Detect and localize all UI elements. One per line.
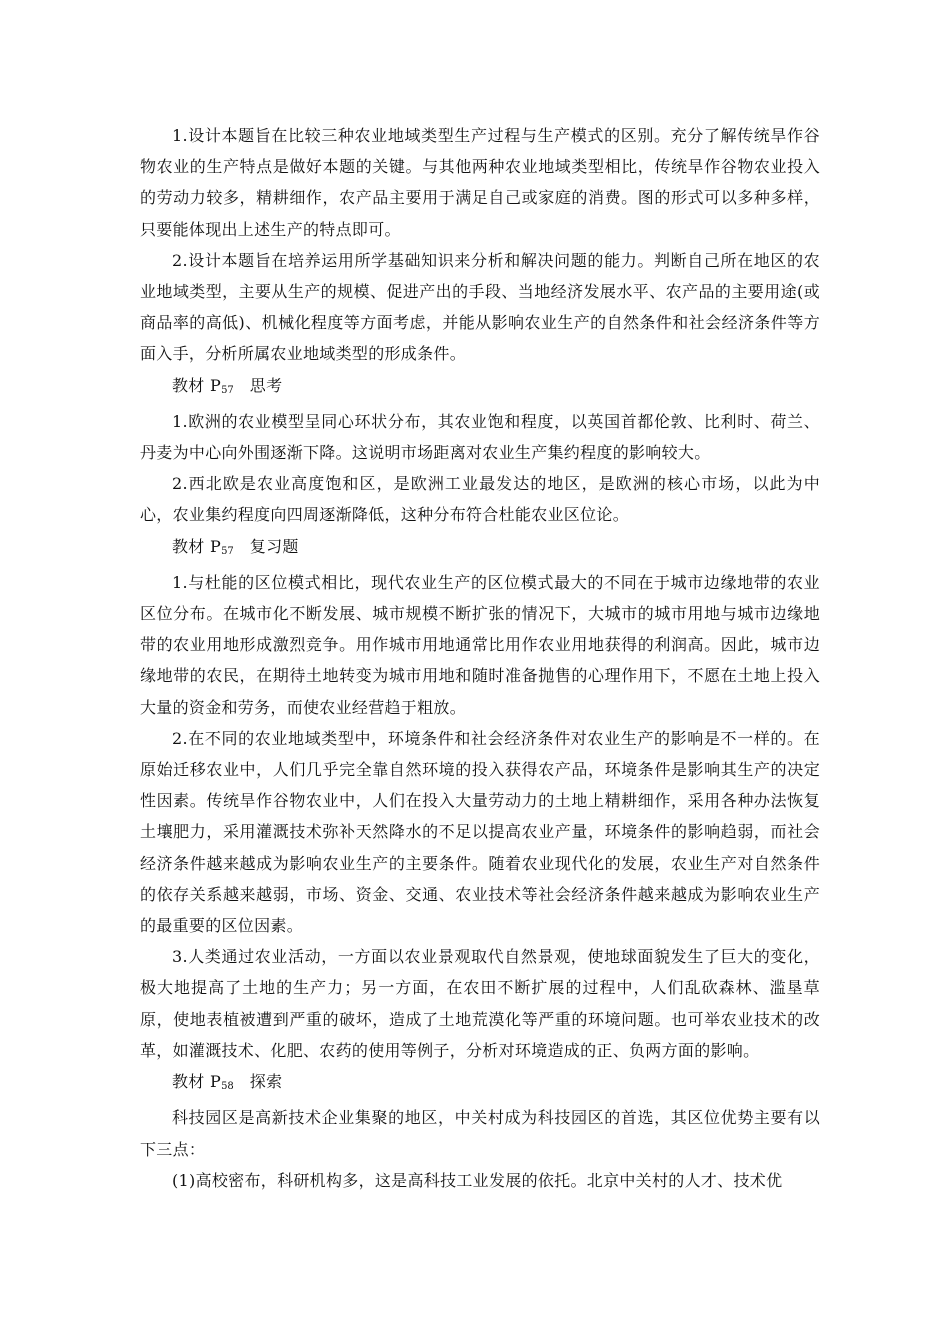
- section-heading-review: [140, 531, 820, 567]
- heading-prefix: 教材 P: [172, 375, 222, 395]
- document-body: [140, 120, 820, 1196]
- paragraph-design-2: 2.设计本题旨在培养运用所学基础知识来分析和解决问题的能力。判断自己所在地区的农业地域类型，主要从生产的规模、促进产出的手段、当地经济发展水平、农产品的主要用途(或商品率的高低)、机械化程度等方面考虑，并能从影响农业生产的自然条件和社会经济条件等方面入手，分析所属农业地域类型的形成条件。: [140, 250, 820, 364]
- paragraph-explore-2: (1)高校密布，科研机构多，这是高科技工业发展的依托。北京中关村的人才、技术优: [172, 1170, 783, 1190]
- paragraph-think-2: 2.西北欧是农业高度饱和区，是欧洲工业最发达的地区，是欧洲的核心市场，以此为中心，农业集约程度向四周逐渐降低，这种分布符合杜能农业区位论。: [140, 474, 820, 525]
- paragraph-review-2: 2.在不同的农业地域类型中，环境条件和社会经济条件对农业生产的影响是不一样的。在原始迁移农业中，人们几乎完全靠自然环境的投入获得农产品，环境条件是影响其生产的决定性因素。传统旱作谷物农业中，人们在投入大量劳动力的土地上精耕细作，采用各种办法恢复土壤肥力，采用灌溉技术弥补天然降水的不足以提高农业产量，环境条件的影响趋弱，而社会经济条件越来越成为影响农业生产的主要条件。随着农业现代化的发展，农业生产对自然条件的依存关系越来越弱，市场、资金、交通、农业技术等社会经济条件越来越成为影响农业生产的最重要的区位因素。: [140, 728, 820, 936]
- paragraph-review-3: 3.人类通过农业活动，一方面以农业景观取代自然景观，使地球面貌发生了巨大的变化，极大地提高了土地的生产力；另一方面，在农田不断扩展的过程中，人们乱砍森林、滥垦草原，使地表植被遭到严重的破坏，造成了土地荒漠化等严重的环境问题。也可举农业技术的改革，如灌溉技术、化肥、农药的使用等例子，分析对环境造成的正、负两方面的影响。: [140, 947, 820, 1060]
- heading-title: 探索: [249, 1072, 283, 1092]
- section-heading-think: [140, 370, 820, 406]
- heading-title: 思考: [249, 375, 283, 395]
- paragraph-think-1: 1.欧洲的农业模型呈同心环状分布，其农业饱和程度，以英国首都伦敦、比利时、荷兰、丹麦为中心向外围逐渐下降。这说明市场距离对农业生产集约程度的影响较大。: [140, 411, 820, 463]
- paragraph-review-1: 1.与杜能的区位模式相比，现代农业生产的区位模式最大的不同在于城市边缘地带的农业区位分布。在城市化不断发展、城市规模不断扩张的情况下，大城市的城市用地与城市边缘地带的农业用地形成激烈竞争。用作城市用地通常比用作农业用地获得的利润高。因此，城市边缘地带的农民，在期待土地转变为城市用地和随时准备抛售的心理作用下，不愿在土地上投入大量的资金和劳务，而使农业经营趋于粗放。: [140, 572, 820, 717]
- heading-title: 复习题: [249, 536, 299, 556]
- section-heading-explore: [140, 1066, 820, 1102]
- heading-page-number: 58: [221, 1081, 234, 1093]
- heading-prefix: 教材 P: [172, 536, 222, 556]
- paragraph-explore-1: 科技园区是高新技术企业集聚的地区，中关村成为科技园区的首选，其区位优势主要有以下三点：: [140, 1108, 820, 1159]
- heading-prefix: 教材 P: [172, 1072, 222, 1092]
- heading-page-number: 57: [221, 384, 234, 396]
- paragraph-design-1: 1.设计本题旨在比较三种农业地域类型生产过程与生产模式的区别。充分了解传统旱作谷物农业的生产特点是做好本题的关键。与其他两种农业地域类型相比，传统旱作谷物农业投入的劳动力较多，精耕细作，农产品主要用于满足自己或家庭的消费。图的形式可以多种多样，只要能体现出上述生产的特点即可。: [140, 126, 820, 239]
- heading-page-number: 57: [221, 545, 234, 557]
